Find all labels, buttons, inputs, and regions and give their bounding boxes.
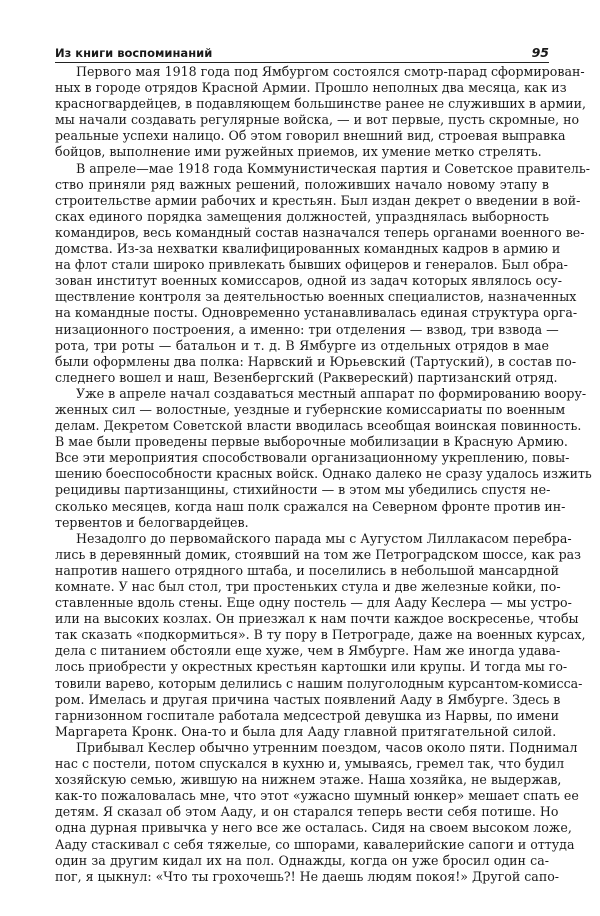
text-line: Все эти мероприятия способствовали организационному укреплению, повы- bbox=[55, 450, 570, 466]
text-line: рота, три роты — батальон и т. д. В Ямбурге из отдельных отрядов в мае bbox=[55, 337, 549, 353]
text-line: на флот стали широко привлекать бывших офицеров и генералов. Был обра- bbox=[55, 257, 568, 273]
text-line: пог, я цыкнул: «Что ты грохочешь?! Не даешь людям покоя!» Другой сапо- bbox=[55, 868, 560, 884]
text-line: так сказать «подкормиться». В ту пору в Петрограде, даже на военных курсах, bbox=[55, 627, 586, 643]
text-line: домства. Из-за нехватки квалифицированных командных кадров в армию и bbox=[55, 241, 561, 257]
text-line: следнего вошел и наш, Везенбергский (Раквереский) партизанский отряд. bbox=[55, 369, 558, 385]
text-line: комнате. У нас был стол, три простеньких стула и две железные койки, по- bbox=[55, 579, 561, 594]
text-line: ществление контроля за деятельностью военных специалистов, назначенных bbox=[55, 289, 577, 305]
running-title: Из книги воспоминаний bbox=[55, 46, 213, 60]
text-line: тервентов и белогвардейцев. bbox=[55, 514, 249, 530]
text-line: В апреле—мае 1918 года Коммунистическая партия и Советское правитель- bbox=[76, 160, 591, 176]
text-line: гарнизонном госпитале работала медсестрой девушка из Нарвы, по имени bbox=[55, 707, 559, 723]
paragraph bbox=[55, 160, 591, 386]
text-line: ставленные вдоль стены. Еще одну постель — для Ааду Кеслера — мы устро- bbox=[55, 595, 572, 611]
text-line: Ааду стаскивал с себя тяжелые, со шпорами, кавалерийские сапоги и оттуда bbox=[55, 836, 575, 852]
text-line: Первого мая 1918 года под Ямбургом состоялся смотр-парад сформирован- bbox=[76, 64, 585, 79]
text-line: Незадолго до первомайского парада мы с Аугустом Лиллакасом перебра- bbox=[76, 530, 572, 546]
page-body bbox=[55, 64, 592, 885]
paragraph bbox=[55, 739, 579, 885]
text-line: реальные успехи налицо. Об этом говорил внешний вид, строевая выправка bbox=[55, 128, 566, 144]
text-line: рецидивы партизанщины, стихийности — в этом мы убедились спустя не- bbox=[55, 482, 551, 498]
text-line: одна дурная привычка у него все же осталась. Сидя на своем высоком ложе, bbox=[55, 820, 572, 836]
text-line: или на высоких козлах. Он приезжал к нам почти каждое воскресенье, чтобы bbox=[55, 611, 579, 627]
text-line: Прибывал Кеслер обычно утренним поездом, часов около пяти. Поднимал bbox=[76, 739, 578, 755]
paragraph bbox=[55, 64, 587, 161]
text-line: ных в городе отрядов Красной Армии. Прошло неполных два месяца, как из bbox=[55, 80, 567, 96]
text-line: лись в деревянный домик, стоявший на том же Петроградском шоссе, как раз bbox=[55, 546, 582, 562]
text-line: нас с постели, потом спускался в кухню и, умываясь, гремел так, что будил bbox=[55, 756, 565, 772]
text-line: делам. Декретом Советской власти вводилась всеобщая воинская повинность. bbox=[55, 418, 582, 434]
text-line: сках единого порядка замещения должностей, упразднялась выборность bbox=[55, 208, 549, 224]
text-line: строительстве армии рабочих и крестьян. Был издан декрет о введении в вой- bbox=[55, 192, 581, 208]
text-line: шению боеспособности красных войск. Однако далеко не сразу удалось изжить bbox=[55, 466, 592, 482]
text-line: Уже в апреле начал создаваться местный аппарат по формированию воору- bbox=[76, 385, 587, 401]
text-line: ром. Имелась и другая причина частых появлений Ааду в Ямбурге. Здесь в bbox=[55, 691, 561, 707]
text-line: товили варево, которым делились с нашим полуголодным курсантом-комисса- bbox=[55, 675, 583, 691]
text-line: Маргарета Кронк. Она-то и была для Ааду главной притягательной силой. bbox=[55, 723, 557, 739]
text-line: хозяйскую семью, жившую на нижнем этаже. Наша хозяйка, не выдержав, bbox=[55, 772, 562, 788]
text-line: мы начали создавать регулярные войска, — и вот первые, пусть скромные, но bbox=[55, 112, 580, 128]
text-line: лось приобрести у окрестных крестьян картошки или крупы. И тогда мы го- bbox=[55, 659, 568, 675]
paragraph bbox=[55, 530, 586, 740]
text-line: дела с питанием обстояли еще хуже, чем в Ямбурге. Нам же иногда удава- bbox=[55, 643, 561, 659]
text-line: один за другим кидал их на пол. Однажды, когда он уже бросил один са- bbox=[55, 852, 549, 868]
text-line: зован институт военных комиссаров, одной из задач которых являлось осу- bbox=[55, 273, 562, 289]
text-line: бойцов, выполнение ими ружейных приемов, их умение метко стрелять. bbox=[55, 144, 542, 160]
text-line: низационного построения, а именно: три отделения — взвод, три взвода — bbox=[55, 321, 559, 337]
text-line: В мае были проведены первые выборочные мобилизации в Красную Армию. bbox=[55, 434, 568, 450]
text-line: красногвардейцев, в подавляющем большинстве ранее не служивших в армии, bbox=[55, 96, 587, 112]
text-line: на командные посты. Одновременно устанавливалась единая структура орга- bbox=[55, 305, 578, 321]
paragraph bbox=[55, 385, 592, 531]
text-line: детям. Я сказал об этом Ааду, и он старался теперь вести себя потише. Но bbox=[55, 804, 559, 820]
text-line: были оформлены два полка: Нарвский и Юрьевский (Тартуский), в состав по- bbox=[55, 353, 577, 369]
text-line: напротив нашего отрядного штаба, и поселились в небольшой мансардной bbox=[55, 562, 560, 578]
text-line: женных сил — волостные, уездные и губернские комиссариаты по военным bbox=[55, 401, 566, 417]
text-line: командиров, весь командный состав назначался теперь органами военного ве- bbox=[55, 224, 585, 240]
text-line: сколько месяцев, когда наш полк сражался на Северном фронте против ин- bbox=[55, 498, 566, 514]
text-line: как-то пожаловалась мне, что этот «ужасно шумный юнкер» мешает спать ее bbox=[55, 788, 579, 804]
page-number: 95 bbox=[531, 45, 549, 60]
text-line: ство приняли ряд важных решений, положивших начало новому этапу в bbox=[55, 176, 549, 192]
running-header bbox=[55, 46, 549, 63]
